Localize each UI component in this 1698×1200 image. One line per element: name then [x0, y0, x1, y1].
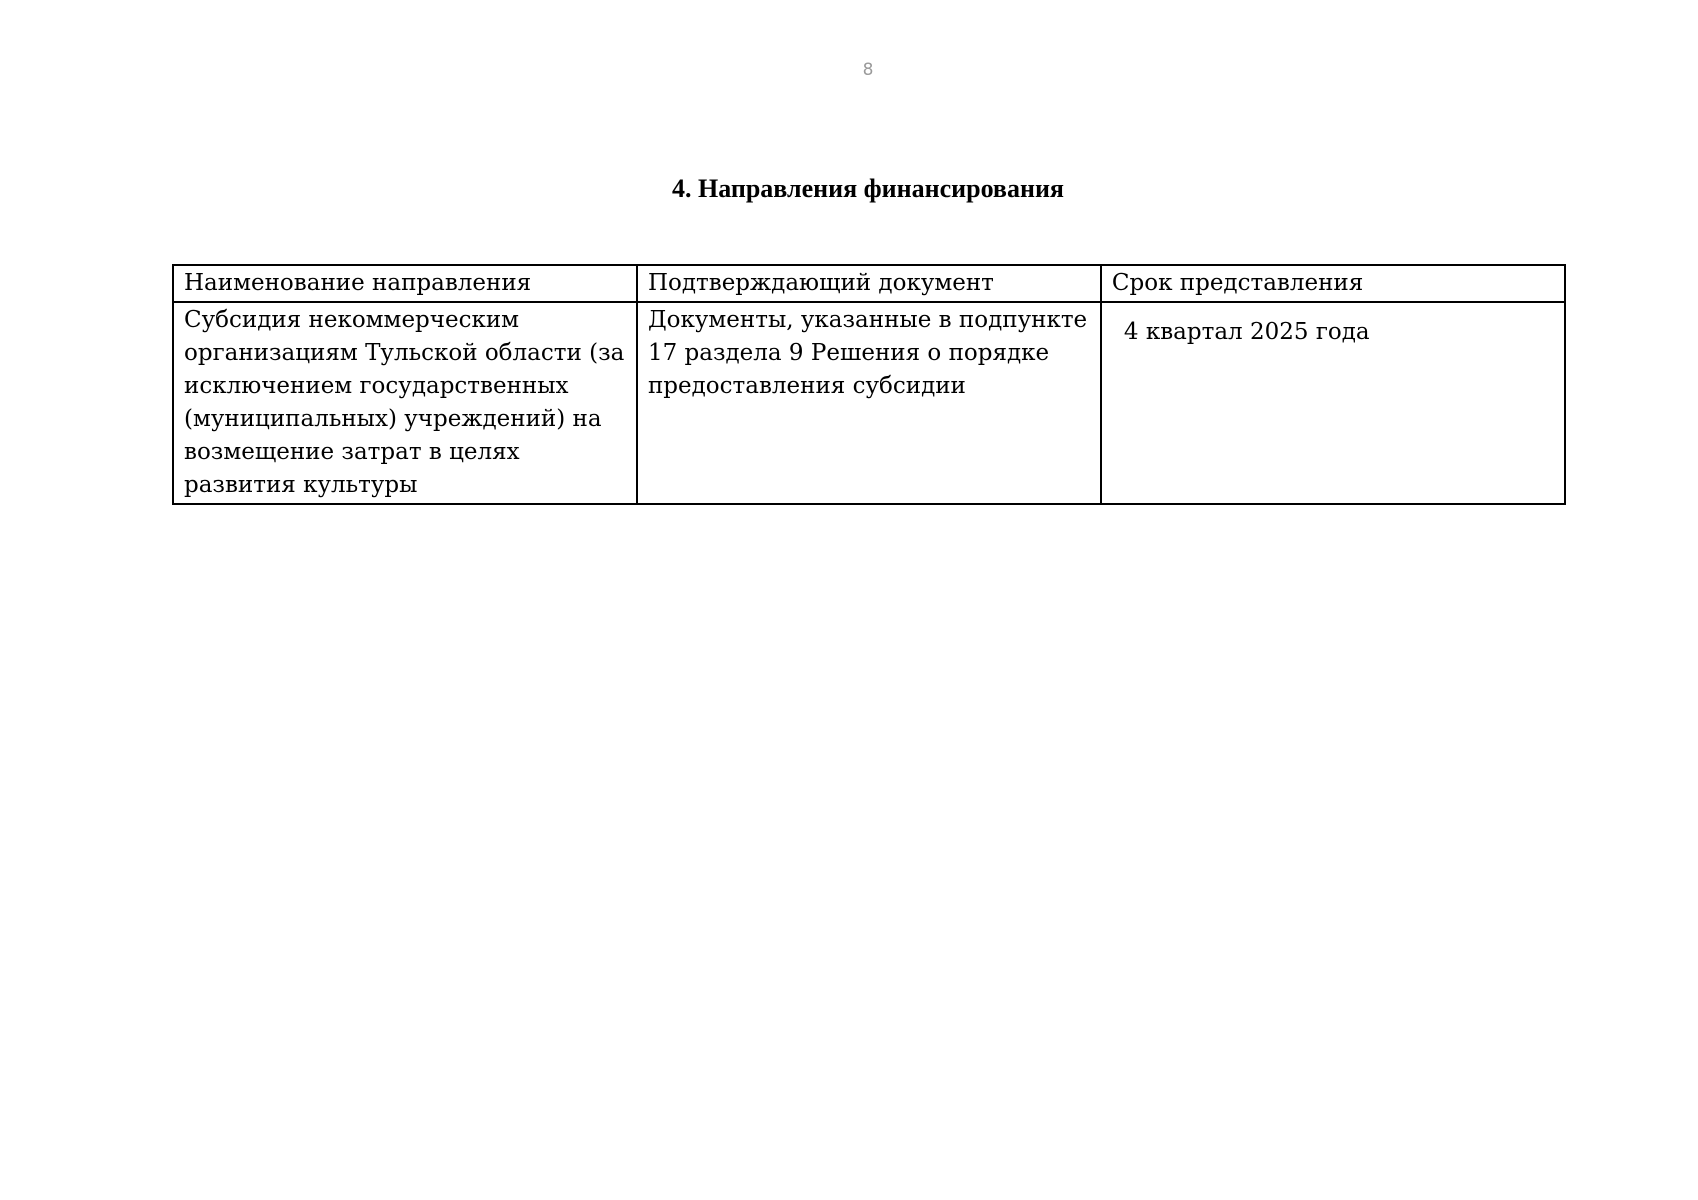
page-number: 8: [862, 60, 874, 80]
table-row: [173, 302, 1565, 504]
deadline-text: 4 квартал 2025 года: [1123, 319, 1370, 345]
cell-supporting-document: Документы, указанные в подпункте 17 раздела 9 Решения о порядке предоставления субсидии: [637, 302, 1101, 504]
header-direction-name: Наименование направления: [173, 265, 637, 302]
header-submission-deadline: Срок представления: [1101, 265, 1565, 302]
cell-direction-name: Субсидия некоммерческим организациям Тульской области (за исключением государственных (муниципальных) учреждений) на возмещение затрат в целях развития культуры: [173, 302, 637, 504]
header-supporting-document: Подтверждающий документ: [637, 265, 1101, 302]
section-title: 4. Направления финансирования: [671, 174, 1064, 203]
funding-directions-table: [172, 264, 1566, 505]
cell-submission-deadline: [1101, 302, 1565, 504]
table-header-row: [173, 265, 1565, 302]
